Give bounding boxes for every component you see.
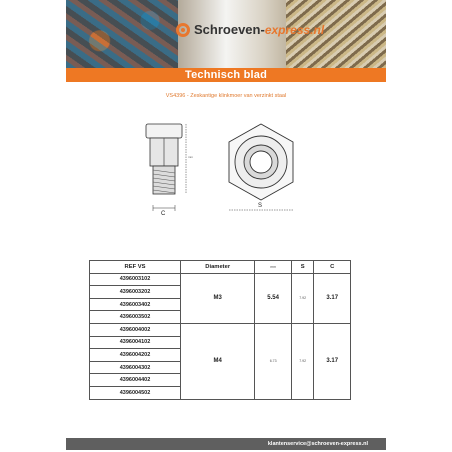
side-view [146,124,182,194]
header-s: S [291,261,314,274]
ref-cell: 4396004202 [90,349,181,362]
ref-cell: 4396004402 [90,374,181,387]
s-cell: 7.92 [291,273,314,323]
ref-cell: 4396004002 [90,323,181,336]
logo-text: Schroeven-express.nl [194,22,325,37]
table-row [90,273,351,286]
s-cell: 7.92 [291,323,314,399]
mm-cell: 6.73 [255,323,292,399]
c-cell: 3.17 [314,273,351,323]
dimension-s-label: S [258,203,263,209]
logo[interactable] [176,22,324,37]
table-header-row [90,261,351,274]
ref-cell: 4396003402 [90,298,181,311]
technical-drawing [136,118,316,218]
footer-contact [66,438,386,450]
top-view [229,124,293,200]
dimension-c-label: C [161,211,166,217]
dimension-height-label: mm [188,155,193,159]
footer-email-link[interactable]: klantenservice@schroeven-express.nl [267,441,368,447]
header-banner [66,0,386,68]
spec-table [89,260,351,400]
page-title: Technisch blad [66,68,386,82]
ref-cell: 4396004302 [90,361,181,374]
ref-cell: 4396004102 [90,336,181,349]
header-diameter: Diameter [181,261,255,274]
ref-cell: 4396004502 [90,386,181,399]
logo-icon [176,23,190,37]
product-subtitle: VS4396 - Zeskantige klinkmoer van verzinkt staal [165,93,287,99]
header-mm: mm [255,261,292,274]
mm-cell: 5.54 [255,273,292,323]
ref-cell: 4396003102 [90,273,181,286]
header-ref: REF VS [90,261,181,274]
ref-cell: 4396003202 [90,286,181,299]
ref-cell: 4396003502 [90,311,181,324]
table-row [90,323,351,336]
header-photo-tools [66,0,178,68]
header-c: C [314,261,351,274]
diameter-cell: M4 [181,323,255,399]
c-cell: 3.17 [314,323,351,399]
side-view-top-rim [146,124,182,138]
diameter-cell: M3 [181,273,255,323]
